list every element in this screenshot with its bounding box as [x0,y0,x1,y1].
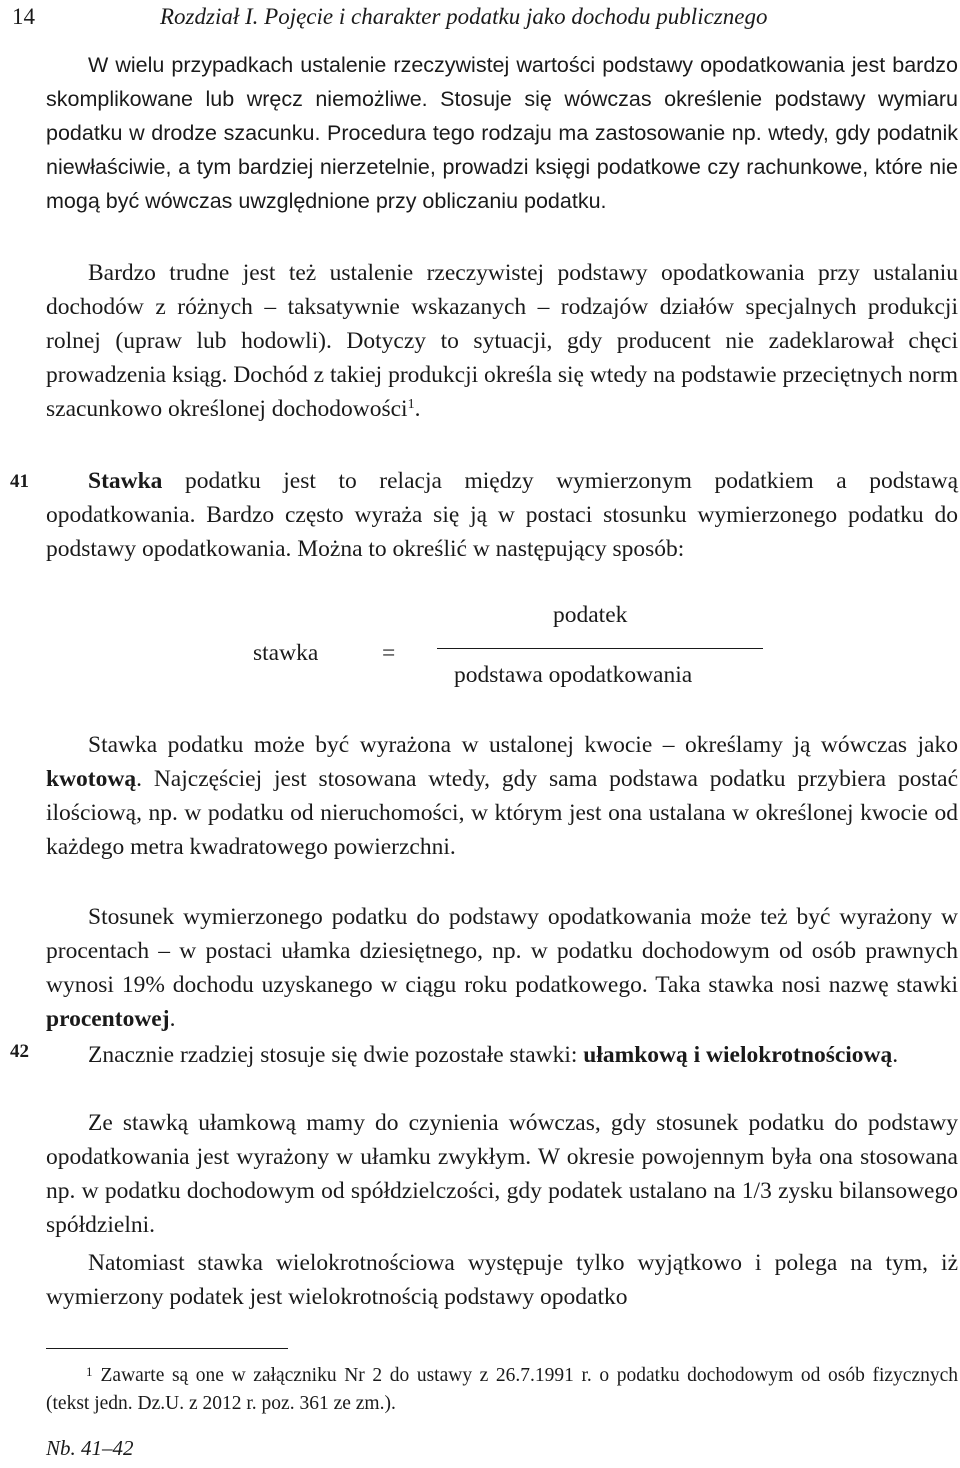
paragraph-5-body-b: . [169,1006,176,1033]
paragraph-3-body: podatku jest to relacja między wymierzonym podatkiem a podstawą opodatkowania. Bardzo często wyraża się ją w postaci stosunku wymierzonego podatku do podstawy opodatkowania. Można to określić w następujący sposób: [46,468,958,563]
footnote [46,1358,958,1418]
paragraph-5-body-a: Stosunek wymierzonego podatku do podstawy opodatkowania może też być wyrażony w procentach – w postaci ułamka dziesiętnego, np. w podatku dochodowym od osób prawnych wynosi 19% dochodu uzyskanego w ciągu roku podatkowego. Taka stawka nosi nazwę stawki [46,904,958,999]
paragraph-8-text: Natomiast stawka wielokrotnościowa występuje tylko wyjątkowo i polega na tym, iż wymierzony podatek jest wielokrotnością podstawy opodatko [46,1250,958,1311]
paragraph-6-body-b: . [892,1042,899,1068]
paragraph-5-text [46,900,958,1036]
paragraph-6-body-a: Znacznie rzadziej stosuje się dwie pozostałe stawki: [88,1042,584,1068]
formula-denominator: podstawa opodatkowania [454,662,693,688]
margin-number-41: 41 [10,471,29,492]
term-ulamkowa-wielokrotnosciowa: ułamkową i wielokrotnościową [583,1042,893,1068]
term-procentowa: procentowej [46,1006,170,1033]
paragraph-2-text [46,256,958,426]
paragraph-2 [46,256,958,426]
paragraph-7-text: Ze stawką ułamkową mamy do czynienia wówczas, gdy stosunek podatku do podstawy opodatkowania jest wyrażony w ułamku zwykłym. W okresie powojennym była ona stosowana np. w podatku dochodowym od spółdzielczości, gdy podatek ustalano na 1/3 zysku bilansowego spółdzielni. [46,1110,958,1239]
paragraph-2-body: Bardzo trudne jest też ustalenie rzeczywistej podstawy opodatkowania przy ustalaniu dochodów z różnych – taksatywnie wskazanych – rodzajów działów specjalnych produkcji rolnej (upraw lub hodowli). Dotyczy to sytuacji, gdy producent nie zadeklarował chęci prowadzenia ksiąg. Dochód z takiej produkcji określa się wtedy na podstawie przeciętnych norm szacunkowo określonej dochodowości [46,260,958,423]
formula-numerator: podatek [553,602,628,628]
footnote-mark: 1 [86,1364,93,1379]
paragraph-8 [46,1246,958,1314]
paragraph-7 [46,1106,958,1242]
paragraph-4-body-a: Stawka podatku może być wyrażona w ustalonej kwocie – określamy ją wówczas jako [88,732,958,758]
page-number: 14 [12,4,35,29]
running-title: Rozdział I. Pojęcie i charakter podatku jako dochodu publicznego [160,4,768,29]
paragraph-2-end: . [414,396,421,423]
paragraph-1-text: W wielu przypadkach ustalenie rzeczywistej wartości podstawy opodatkowania jest bardzo skomplikowane lub wręcz niemożliwe. Stosuje się wówczas określenie podstawy wymiaru podatku w drodze szacunku. Procedura tego rodzaju ma zastosowanie np. wtedy, gdy podatnik niewłaściwie, a tym bardziej nierzetelnie, prowadzi księgi podatkowe czy rachunkowe, które nie mogą być wówczas uwzględnione przy obliczaniu podatku. [46,53,958,214]
paragraph-3 [46,464,958,566]
marginal-numbers-footer: Nb. 41–42 [46,1436,134,1460]
paragraph-1 [46,48,958,218]
formula-lhs: stawka [253,640,319,666]
paragraph-5 [46,900,958,1036]
paragraph-6 [46,1038,958,1072]
fraction-bar [437,648,763,649]
term-kwotowa: kwotową [46,766,137,793]
paragraph-4 [46,728,958,864]
margin-number-42: 42 [10,1041,29,1062]
footnote-separator [46,1348,288,1349]
footnote-text: Zawarte są one w załączniku Nr 2 do ustawy z 26.7.1991 r. o podatku dochodowym od osób fizycznych (tekst jedn. Dz.U. z 2012 r. poz. 361 ze zm.). [46,1365,958,1414]
formula-equals: = [382,640,396,666]
paragraph-4-text [46,728,958,864]
paragraph-6-text [46,1038,958,1072]
paragraph-4-body-b: . Najczęściej jest stosowana wtedy, gdy sama podstawa podatku przybiera postać ilościową, np. w podatku od nieruchomości, w którym jest ona ustalana w określonej kwocie od każdego metra kwadratowego powierzchni. [46,766,958,861]
paragraph-3-text [46,464,958,566]
footnote-reference: 1 [407,397,415,413]
term-stawka: Stawka [88,468,163,494]
page-header [12,2,932,32]
